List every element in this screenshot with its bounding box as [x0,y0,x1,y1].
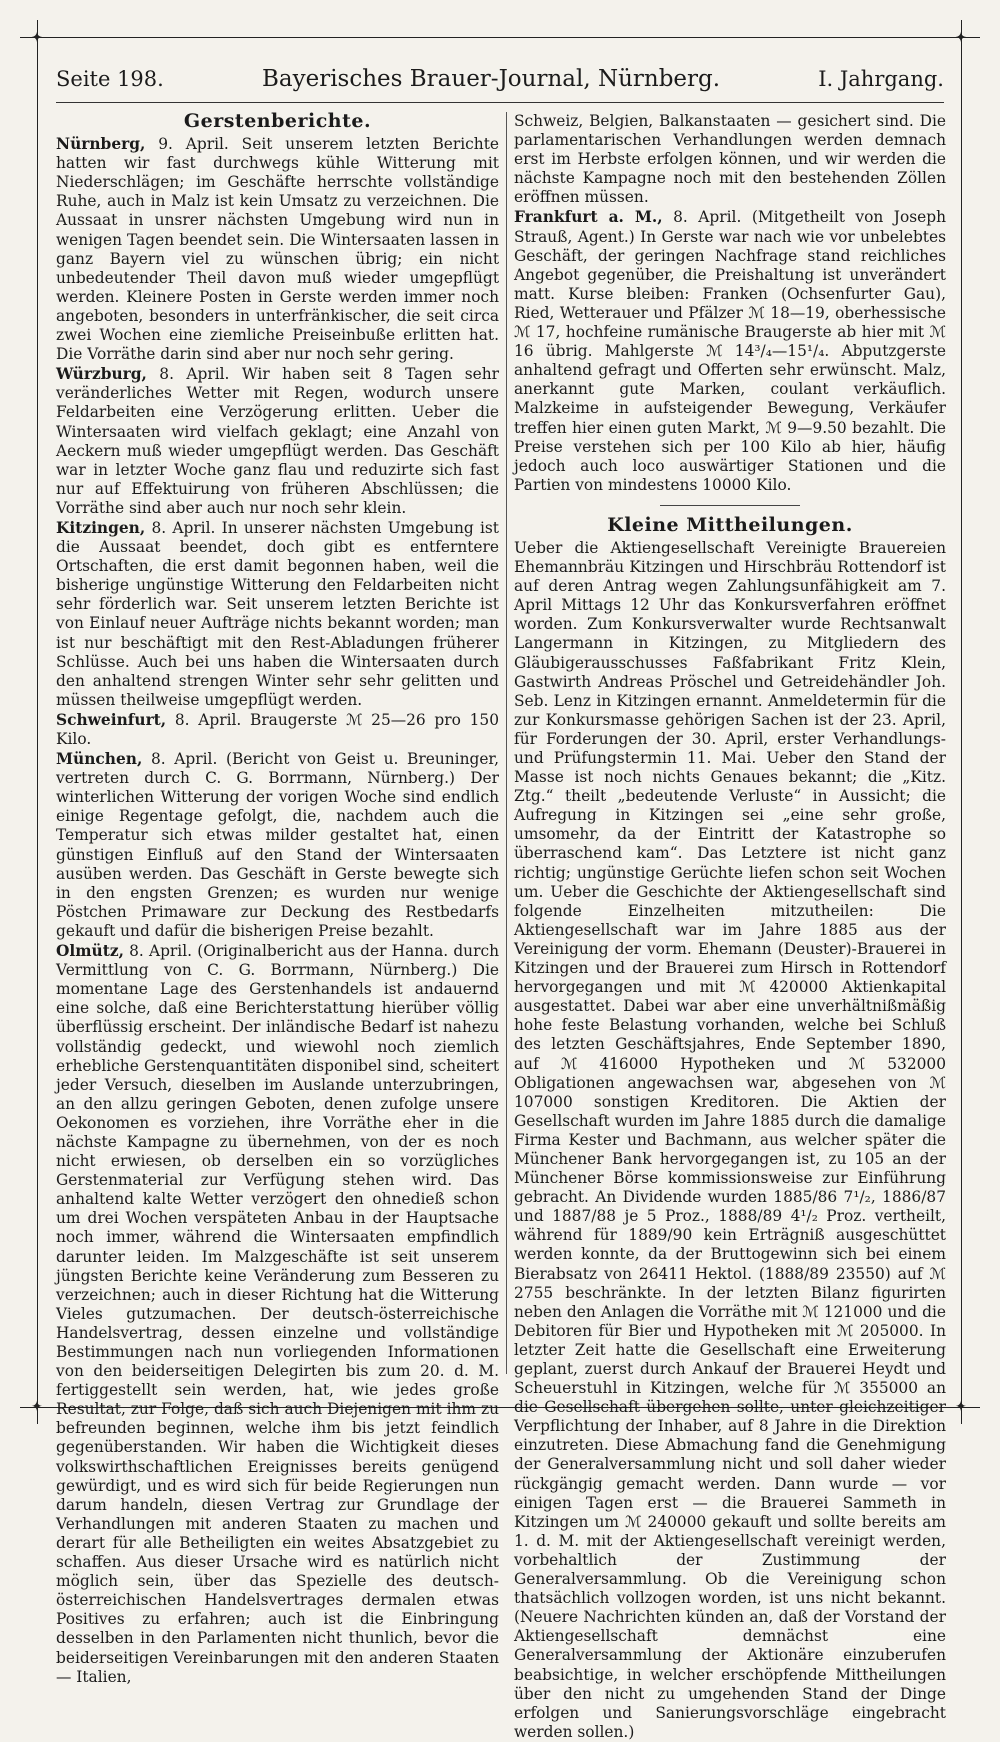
journal-title: Bayerisches Brauer-Journal, Nürnberg. [261,66,721,92]
section-heading-barley-reports: Gerstenberichte. [183,110,372,132]
report-text: 8. April. In unserer nächsten Umgebung ist die Aussaat beendet, doch gibt es entferntere Ortschaften, die erst damit begonnen haben, weil die bisherige ungünstige Witterung den Feldarbeiten nicht sehr förderlich war. Seit unserem letzten Berichte ist von Einlauf neuer Aufträge nichts bekannt worden; man ist nur beschäftigt mit den Rest-Abladungen früherer Schlüsse. Auch bei uns haben die Wintersaaten durch den anhaltend strengen Winter sehr sehr gelitten und müssen theilweise umgepflügt werden. [56,518,499,709]
report-text: 8. April. (Mitgetheilt von Joseph Strauß, Agent.) In Gerste war nach wie vor unbelebtes Geschäft, der geringen Nachfrage stand reichliches Angebot gegenüber, die Preishaltung ist unverändert matt. Kurse bleiben: Franken (Ochsenfurter Gau), Ried, Wetterauer und Pfälzer ℳ 18—19, oberhessische ℳ 17, hochfeine rumänische Braugerste ab hier mit ℳ 16 übrig. Mahlgerste ℳ 14³/₄—15¹/₄. Abputzgerste anhaltend gefragt und Offerten sehr erwünscht. Malz, anerkannt gute Marken, coulant verkäuflich. Malzkeime in aufsteigender Bewegung, Verkäufer treffen hier einen guten Markt, ℳ 9—9.50 bezahlt. Die Preise verstehen sich per 100 Kilo ab hier, häufig jedoch auch loco auswärtiger Stationen und die Partien von mindestens 10000 Kilo. [514,208,946,494]
frame-top-line [20,37,980,38]
frame-left-line [37,20,38,1424]
report-text: 8. April. Braugerste ℳ 25—26 pro 150 Kilo. [56,710,499,748]
report-text: 8. April. (Bericht von Geist u. Breuninger, vertreten durch C. G. Borrmann, Nürnberg.) Der winterlichen Witterung der vorigen Woche sind endlich einige Regentage gefolgt, die, nachdem auch die Temperatur sich etwas milder gestaltet hat, einen günstigen Einfluß auf den Stand der Wintersaaten ausüben werden. Das Geschäft in Gerste bewegte sich in den engsten Grenzen; es wurden nur wenige Pöstchen Primaware zur Deckung des Restbedarfs gekauft und dafür die bisherigen Preise bezahlt. [56,750,499,940]
corner-ornament-tr: ✦ [955,30,967,46]
right-column [514,112,946,1741]
corner-ornament-bl: ✦ [31,1399,43,1415]
running-header [56,66,944,103]
place-name: Frankfurt a. M., [514,208,663,227]
report-muenchen [56,750,499,941]
corner-ornament-tl: ✦ [31,30,43,46]
page-number: Seite 198. [56,67,164,91]
place-name: Nürnberg, [56,135,146,154]
report-text: 8. April. Wir haben seit 8 Tagen sehr veränderliches Wetter mit Regen, wodurch unsere Feldarbeiten eine Verzögerung erlitten. Ueber die Wintersaaten wird vielfach geklagt; eine Anzahl von Aeckern muß wieder umgepflügt werden. Das Geschäft war in letzter Woche ganz flau und reduzirte sich fast nur auf Effektuirung von früheren Abschlüssen; die Vorräthe sind aber auch nur noch sehr klein. [56,365,499,517]
report-olmuetz-continued: Schweiz, Belgien, Balkanstaaten — gesichert sind. Die parlamentarischen Verhandlungen werden demnach erst im Herbste erfolgen können, und wir werden die nächste Kampagne noch mit den bestehenden Zöllen eröffnen müssen. [514,112,946,207]
report-kitzingen [56,519,499,710]
report-text: 8. April. (Originalbericht aus der Hanna. durch Vermittlung von C. G. Borrmann, Nürnberg.) Die momentane Lage des Gerstenhandels ist andauernd eine solche, daß eine Berichterstattung hierüber völlig überflüssig erscheint. Der inländische Bedarf ist nahezu vollständig gedeckt, und wiewohl noch ziemlich erhebliche Gerstenquantitäten disponibel sind, scheitert jeder Versuch, dieselben im Auslande unterzubringen, an den allzu geringen Geboten, denen zufolge unsere Oekonomen es vorziehen, ihre Vorräthe eher in die nächste Kampagne zu übernehmen, von der es noch nicht erwiesen, ob derselben ein so vorzügliches Gerstenmaterial zur Verfügung stehen wird. Das anhaltend kalte Wetter verzögert den ohnedieß schon um drei Wochen verspäteten Anbau in der Hauptsache noch immer, während die Wintersaaten empfindlich darunter leiden. Im Malzgeschäfte ist seit unserem jüngsten Berichte keine Veränderung zum Besseren zu verzeichnen; auch in dieser Richtung hat die Witterung Vieles gutzumachen. Der deutsch-österreichische Handelsvertrag, dessen einzelne und vollständige Bestimmungen nach nun vorliegenden Informationen von den beiderseitigen Delegirten bis zum 20. d. M. fertiggestellt sein werden, hat, wie jedes große Resultat, zur Folge, daß sich auch Diejenigen mit ihm zu befreunden beginnen, welche ihm bis jetzt feindlich gegenüberstanden. Wir haben die Wichtigkeit dieses volkswirthschaftlichen Ereignisses bereits genügend gewürdigt, und es wird sich für beide Regierungen nun darum handeln, diesen Vertrag zur Grundlage der Verhandlungen mit anderen Staaten zu machen und derart für alle Betheiligten ein weites Absatzgebiet zu schaffen. Aus dieser Ursache wird es natürlich nicht möglich sein, über das Spezielle des deutsch-österreichischen Handelsvertrages dermalen etwas Positives zu erfahren; auch ist die Einbringung desselben in den Parlamenten nicht thunlich, bevor die beiderseitigen Vereinbarungen mit den anderen Staaten — Italien, [56,942,499,1686]
left-column [56,110,499,1686]
section-heading-short-news: Kleine Mittheilungen. [607,513,853,536]
place-name: Würzburg, [56,365,147,384]
place-name: Olmütz, [56,942,124,961]
report-olmuetz [56,942,499,1687]
volume-label: I. Jahrgang. [818,67,944,91]
report-nuernberg [56,135,499,364]
place-name: Schweinfurt, [56,710,167,729]
report-text: 9. April. Seit unserem letzten Berichte hatten wir fast durchwegs kühle Witterung mit Niederschlägen; im Geschäfte herrschte vollständige Ruhe, auch in Malz ist kein Umsatz zu verzeichnen. Die Aussaat in unsrer nächsten Umgebung wird nun in wenigen Tagen beendet sein. Die Wintersaaten lassen in ganz Bayern viel zu wünschen übrig; ein nicht unbedeutender Theil davon muß wieder umgepflügt werden. Kleinere Posten in Gerste werden immer noch angeboten, besonders in unterfränkischer, die seit circa zwei Wochen eine ziemliche Preiseinbuße erlitten hat. Die Vorräthe darin sind aber nur noch sehr gering. [56,135,499,364]
report-frankfurt [514,208,946,494]
section-separator [660,505,800,506]
report-wuerzburg [56,365,499,518]
short-news-article: Ueber die Aktiengesellschaft Vereinigte Brauereien Ehemannbräu Kitzingen und Hirschbräu Rottendorf ist auf deren Antrag wegen Zahlungsunfähigkeit am 7. April Mittags 12 Uhr das Konkursverfahren eröffnet worden. Zum Konkursverwalter wurde Rechtsanwalt Langermann in Kitzingen, zu Mitgliedern des Gläubigerausschusses Faßfabrikant Fritz Klein, Gastwirth Andreas Pröschel und Getreidehändler Joh. Seb. Lenz in Kitzingen ernannt. Anmeldetermin für die zur Konkursmasse gehörigen Sachen ist der 23. April, für Forderungen der 30. April, erster Verhandlungs- und Prüfungstermin 11. Mai. Ueber den Stand der Masse ist noch nichts Genaues bekannt; die „Kitz. Ztg.“ theilt „bedeutende Verluste“ in Aussicht; die Aufregung in Kitzingen sei „eine sehr große, umsomehr, da der Eintritt der Katastrophe so überraschend kam“. Das Letztere ist nicht ganz richtig; ungünstige Gerüchte liefen schon seit Wochen um. Ueber die Geschichte der Aktiengesellschaft sind folgende Einzelheiten mitzutheilen: Die Aktiengesellschaft war im Jahre 1885 aus der Vereinigung der vorm. Ehemann (Deuster)-Brauerei in Kitzingen und der Brauerei zum Hirsch in Rottendorf hervorgegangen und mit ℳ 420000 Aktienkapital ausgestattet. Dabei war aber eine unverhältnißmäßig hohe feste Belastung vorhanden, welche bei Schluß des letzten Geschäftsjahres, Ende September 1890, auf ℳ 416000 Hypotheken und ℳ 532000 Obligationen angewachsen war, abgesehen von ℳ 107000 sonstigen Kreditoren. Die Aktien der Gesellschaft wurden im Jahre 1885 durch die damalige Firma Kester und Bachmann, aus welcher später die Münchener Bank hervorgegangen ist, zu 105 an der Münchener Börse kommissionsweise zur Einführung gebracht. An Dividende wurden 1885/86 7¹/₂, 1886/87 und 1887/88 je 5 Proz., 1888/89 4¹/₂ Proz. vertheilt, während für 1889/90 kein Erträgniß ausgeschüttet werden konnte, da der Bruttogewinn sich bei einem Bierabsatz von 26411 Hektol. (1888/89 23550) auf ℳ 2755 beschränkte. In der letzten Bilanz figurirten neben den Anlagen die Vorräthe mit ℳ 121000 und die Debitoren für Bier und Hypotheken mit ℳ 205000. In letzter Zeit hatte die Gesellschaft eine Erweiterung geplant, zuerst durch Ankauf der Brauerei Heydt und Scheuerstuhl in Kitzingen, welche für ℳ 355000 an die Gesellschaft übergehen sollte, unter gleichzeitiger Verpflichtung der Inhaber, auf 8 Jahre in die Direktion einzutreten. Diese Abmachung fand die Genehmigung der Generalversammlung nicht und soll daher wieder rückgängig gemacht werden. Dann wurde — vor einigen Tagen erst — die Brauerei Sammeth in Kitzingen um ℳ 240000 gekauft und sollte bereits am 1. d. M. mit der Aktiengesellschaft vereinigt werden, vorbehaltlich der Zustimmung der Generalversammlung. Ob die Vereinigung schon thatsächlich vollzogen worden, ist uns nicht bekannt. (Neuere Nachrichten künden an, daß der Vorstand der Aktiengesellschaft demnächst eine Generalversammlung der Aktionäre einzuberufen beabsichtige, in welcher erschöpfende Mittheilungen über den nicht zu umgehenden Stand der Dinge erfolgen und Sanierungsvorschläge eingebracht werden sollen.) [514,538,946,1741]
report-schweinfurt [56,711,499,749]
place-name: Kitzingen, [56,518,146,537]
corner-ornament-br: ✦ [955,1399,967,1415]
frame-right-line [961,20,962,1424]
place-name: München, [56,750,143,769]
column-divider [506,112,507,1374]
